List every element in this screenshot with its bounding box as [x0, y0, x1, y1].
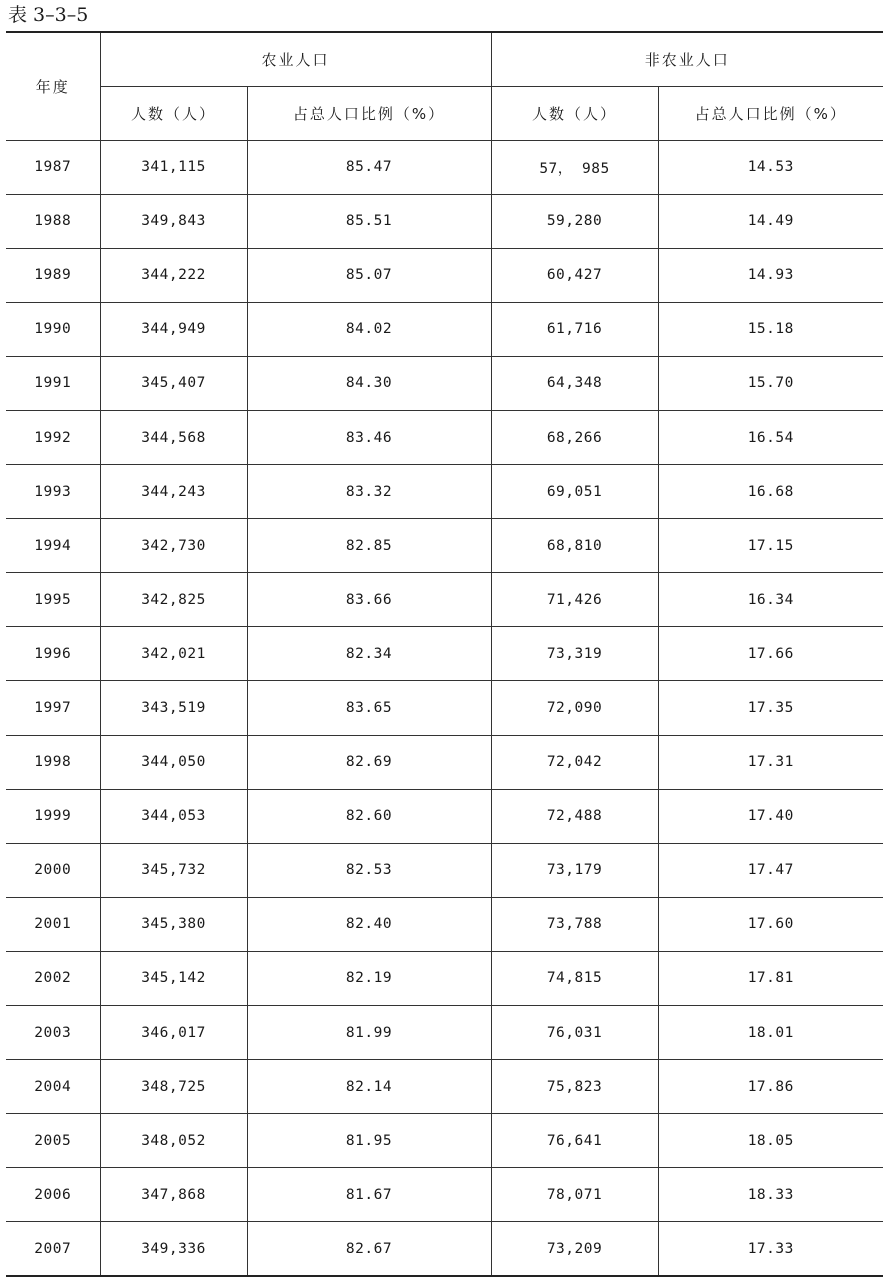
table-header [6, 32, 883, 140]
cell-agri-ratio: 83.66 [247, 573, 491, 627]
table-row [6, 681, 883, 735]
cell-nonagri-count: 68,810 [491, 519, 658, 573]
cell-nonagri-ratio: 17.31 [658, 735, 883, 789]
header-nonagri-ratio: 占总人口比例（%） [658, 86, 883, 140]
cell-nonagri-ratio: 16.54 [658, 410, 883, 464]
cell-year: 1998 [6, 735, 100, 789]
cell-agri-count: 344,243 [100, 465, 247, 519]
cell-agri-ratio: 83.46 [247, 410, 491, 464]
cell-nonagri-ratio: 18.33 [658, 1168, 883, 1222]
cell-agri-count: 348,052 [100, 1114, 247, 1168]
cell-nonagri-ratio: 17.33 [658, 1222, 883, 1276]
cell-nonagri-count: 68,266 [491, 410, 658, 464]
cell-agri-count: 341,115 [100, 140, 247, 194]
cell-agri-count: 342,730 [100, 519, 247, 573]
table-row [6, 1222, 883, 1276]
cell-agri-ratio: 81.95 [247, 1114, 491, 1168]
cell-nonagri-count: 73,319 [491, 627, 658, 681]
cell-nonagri-count: 64,348 [491, 356, 658, 410]
cell-nonagri-count: 71,426 [491, 573, 658, 627]
cell-year: 2001 [6, 897, 100, 951]
cell-agri-count: 344,568 [100, 410, 247, 464]
cell-agri-count: 345,380 [100, 897, 247, 951]
cell-year: 2000 [6, 843, 100, 897]
cell-year: 1992 [6, 410, 100, 464]
cell-year: 1999 [6, 789, 100, 843]
table-row [6, 951, 883, 1005]
population-table [6, 31, 883, 1277]
cell-year: 2003 [6, 1006, 100, 1060]
cell-nonagri-ratio: 15.70 [658, 356, 883, 410]
cell-agri-count: 347,868 [100, 1168, 247, 1222]
table-row [6, 140, 883, 194]
cell-agri-count: 344,949 [100, 302, 247, 356]
cell-year: 1987 [6, 140, 100, 194]
table-row [6, 1168, 883, 1222]
table-row [6, 1006, 883, 1060]
cell-nonagri-count: 73,788 [491, 897, 658, 951]
cell-agri-count: 344,050 [100, 735, 247, 789]
table-row [6, 465, 883, 519]
cell-nonagri-ratio: 17.35 [658, 681, 883, 735]
cell-agri-ratio: 84.02 [247, 302, 491, 356]
table-row [6, 735, 883, 789]
table-row [6, 843, 883, 897]
cell-agri-ratio: 82.67 [247, 1222, 491, 1276]
cell-nonagri-ratio: 17.47 [658, 843, 883, 897]
header-agri-count: 人数（人） [100, 86, 247, 140]
cell-agri-ratio: 82.60 [247, 789, 491, 843]
header-row-subcolumns [6, 86, 883, 140]
cell-nonagri-count: 60,427 [491, 248, 658, 302]
cell-agri-ratio: 84.30 [247, 356, 491, 410]
cell-year: 1988 [6, 194, 100, 248]
cell-agri-count: 346,017 [100, 1006, 247, 1060]
cell-nonagri-ratio: 14.53 [658, 140, 883, 194]
cell-nonagri-count: 69,051 [491, 465, 658, 519]
cell-nonagri-count: 57， 985 [491, 140, 658, 194]
cell-agri-ratio: 81.99 [247, 1006, 491, 1060]
cell-year: 2005 [6, 1114, 100, 1168]
cell-nonagri-count: 75,823 [491, 1060, 658, 1114]
cell-year: 1996 [6, 627, 100, 681]
header-nonagri-count: 人数（人） [491, 86, 658, 140]
cell-agri-count: 344,053 [100, 789, 247, 843]
table-row [6, 573, 883, 627]
cell-nonagri-count: 72,488 [491, 789, 658, 843]
cell-year: 2007 [6, 1222, 100, 1276]
cell-year: 2006 [6, 1168, 100, 1222]
cell-agri-count: 345,732 [100, 843, 247, 897]
table-row [6, 789, 883, 843]
cell-year: 2004 [6, 1060, 100, 1114]
cell-nonagri-count: 73,179 [491, 843, 658, 897]
cell-nonagri-ratio: 17.66 [658, 627, 883, 681]
table-row [6, 302, 883, 356]
cell-nonagri-ratio: 17.60 [658, 897, 883, 951]
table-row [6, 897, 883, 951]
cell-agri-ratio: 82.14 [247, 1060, 491, 1114]
cell-agri-ratio: 85.51 [247, 194, 491, 248]
table-row [6, 356, 883, 410]
cell-nonagri-ratio: 18.05 [658, 1114, 883, 1168]
cell-year: 1994 [6, 519, 100, 573]
header-agri-ratio: 占总人口比例（%） [247, 86, 491, 140]
cell-agri-count: 342,021 [100, 627, 247, 681]
cell-nonagri-count: 73,209 [491, 1222, 658, 1276]
cell-nonagri-ratio: 18.01 [658, 1006, 883, 1060]
cell-agri-ratio: 82.85 [247, 519, 491, 573]
cell-year: 1995 [6, 573, 100, 627]
cell-nonagri-ratio: 15.18 [658, 302, 883, 356]
table-row [6, 248, 883, 302]
header-row-groups [6, 32, 883, 86]
cell-year: 1991 [6, 356, 100, 410]
cell-agri-count: 345,407 [100, 356, 247, 410]
cell-agri-ratio: 82.40 [247, 897, 491, 951]
cell-nonagri-count: 78,071 [491, 1168, 658, 1222]
cell-agri-count: 348,725 [100, 1060, 247, 1114]
cell-agri-ratio: 82.19 [247, 951, 491, 1005]
cell-year: 2002 [6, 951, 100, 1005]
cell-nonagri-count: 76,641 [491, 1114, 658, 1168]
cell-agri-count: 344,222 [100, 248, 247, 302]
cell-nonagri-ratio: 14.49 [658, 194, 883, 248]
cell-agri-count: 343,519 [100, 681, 247, 735]
cell-agri-ratio: 83.32 [247, 465, 491, 519]
cell-agri-count: 349,336 [100, 1222, 247, 1276]
cell-nonagri-count: 59,280 [491, 194, 658, 248]
table-row [6, 194, 883, 248]
cell-agri-ratio: 82.69 [247, 735, 491, 789]
table-caption: 表 3–3–5 [8, 4, 89, 26]
header-year: 年度 [6, 32, 100, 140]
cell-agri-ratio: 81.67 [247, 1168, 491, 1222]
cell-nonagri-count: 76,031 [491, 1006, 658, 1060]
cell-agri-count: 342,825 [100, 573, 247, 627]
table-row [6, 519, 883, 573]
cell-agri-ratio: 82.53 [247, 843, 491, 897]
cell-agri-count: 345,142 [100, 951, 247, 1005]
header-agricultural-population: 农业人口 [100, 32, 491, 86]
cell-nonagri-count: 72,090 [491, 681, 658, 735]
cell-agri-ratio: 83.65 [247, 681, 491, 735]
cell-year: 1997 [6, 681, 100, 735]
cell-year: 1993 [6, 465, 100, 519]
cell-nonagri-ratio: 17.40 [658, 789, 883, 843]
cell-nonagri-ratio: 17.81 [658, 951, 883, 1005]
header-non-agricultural-population: 非农业人口 [491, 32, 883, 86]
cell-year: 1989 [6, 248, 100, 302]
cell-nonagri-count: 72,042 [491, 735, 658, 789]
table-row [6, 410, 883, 464]
table-row [6, 1060, 883, 1114]
cell-agri-count: 349,843 [100, 194, 247, 248]
table-row [6, 627, 883, 681]
cell-agri-ratio: 85.07 [247, 248, 491, 302]
cell-year: 1990 [6, 302, 100, 356]
cell-nonagri-count: 74,815 [491, 951, 658, 1005]
cell-nonagri-ratio: 14.93 [658, 248, 883, 302]
cell-agri-ratio: 82.34 [247, 627, 491, 681]
cell-agri-ratio: 85.47 [247, 140, 491, 194]
cell-nonagri-ratio: 16.68 [658, 465, 883, 519]
cell-nonagri-ratio: 16.34 [658, 573, 883, 627]
table-body [6, 140, 883, 1276]
cell-nonagri-ratio: 17.86 [658, 1060, 883, 1114]
cell-nonagri-ratio: 17.15 [658, 519, 883, 573]
table-row [6, 1114, 883, 1168]
cell-nonagri-count: 61,716 [491, 302, 658, 356]
